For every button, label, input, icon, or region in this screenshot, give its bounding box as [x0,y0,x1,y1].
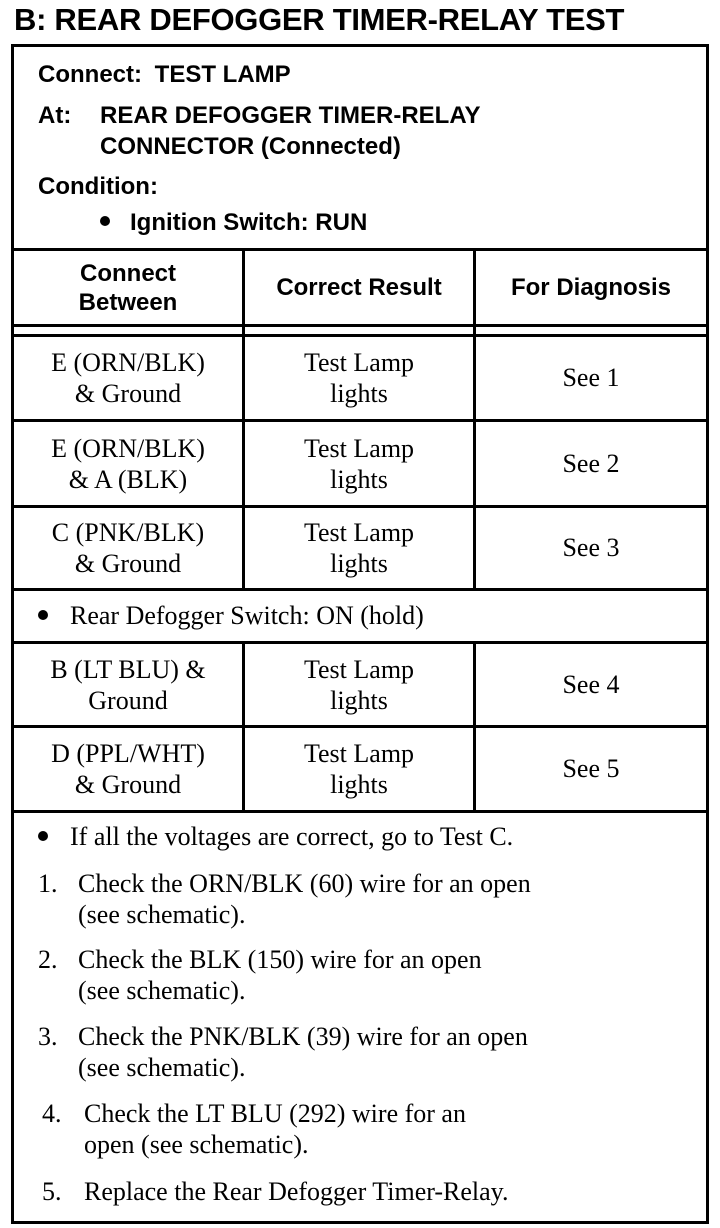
table-row-4-result [245,644,473,725]
bullet-icon [100,216,110,226]
note-2-num: 2. [38,945,58,974]
cell-text: See 2 [562,448,620,478]
cell-text: & Ground [74,549,182,578]
header-text: Between [78,288,178,316]
header-text: Correct Result [276,273,442,301]
notes-bullet-text: If all the voltages are correct, go to Test C. [70,822,514,851]
table-row-3-between [14,508,242,588]
note-2-line2: (see schematic). [78,976,246,1005]
table-row-1-diagnosis [476,337,706,419]
notes-bullet [38,822,513,852]
cell-text: Test Lamp [303,739,415,768]
cell-text: C (PNK/BLK) [51,518,205,547]
note-2-line1: Check the BLK (150) wire for an open [78,945,482,974]
table-row-5-diagnosis [476,728,706,810]
table-row-2-between [14,422,242,505]
cell-text: See 5 [562,754,620,783]
note-4-line2: open (see schematic). [84,1130,309,1159]
cell-text: & Ground [74,379,182,408]
header-correct-result [245,251,473,324]
table-row-5-between [14,728,242,810]
table-row-4-between [14,644,242,725]
table-row-2-result [245,422,473,505]
cell-text: lights [330,770,388,799]
cell-text: E (ORN/BLK) [51,433,205,463]
note-5-line1: Replace the Rear Defogger Timer-Relay. [84,1177,509,1206]
note-1-num: 1. [38,869,58,898]
cell-text: Test Lamp [303,654,415,684]
cell-text: lights [330,685,388,715]
cell-text: lights [330,549,388,578]
condition-2-text: Rear Defogger Switch: ON (hold) [70,601,424,630]
note-3-line1: Check the PNK/BLK (39) wire for an open [78,1022,528,1051]
note-3-num: 3. [38,1022,58,1051]
at-label: At: [38,102,72,129]
cell-text: Ground [88,685,168,715]
table-row-3-diagnosis [476,508,706,588]
cell-text: E (ORN/BLK) [51,348,205,377]
row-divider [14,810,706,813]
table-row-3-result [245,508,473,588]
note-1-line1: Check the ORN/BLK (60) wire for an open [78,869,531,898]
test-procedure-box [11,44,709,1224]
cell-text: See 1 [562,363,620,392]
at-value-line2: CONNECTOR (Connected) [100,133,401,160]
header-connect-between [14,251,242,324]
table-row-1-between [14,337,242,419]
cell-text: See 4 [562,669,620,699]
note-1-line2: (see schematic). [78,900,246,929]
cell-text: lights [330,464,388,494]
bullet-icon [38,831,48,841]
cell-text: B (LT BLU) & [50,654,206,684]
table-row-1-result [245,337,473,419]
table-row-2-diagnosis [476,422,706,505]
connect-label: Connect: [38,61,142,88]
condition-item-text: Ignition Switch: RUN [130,209,368,236]
table-row-4-diagnosis [476,644,706,725]
cell-text: lights [330,379,388,408]
note-4-num: 4. [42,1099,62,1128]
header-for-diagnosis [476,251,706,324]
note-4-line1: Check the LT BLU (292) wire for an [84,1099,466,1128]
header-text: Connect [80,259,176,287]
cell-text: Test Lamp [303,348,415,377]
condition-item [100,209,367,237]
cell-text: & Ground [74,770,182,799]
table-row-5-result [245,728,473,810]
header-divider-top [14,324,706,327]
cell-text: & A (BLK) [68,464,188,494]
connect-value: TEST LAMP [154,61,291,88]
note-5-num: 5. [42,1177,62,1206]
cell-text: Test Lamp [303,518,415,547]
cell-text: See 3 [562,533,620,562]
note-3-line2: (see schematic). [78,1053,246,1082]
cell-text: D (PPL/WHT) [51,739,205,768]
page-title: B: REAR DEFOGGER TIMER-RELAY TEST [14,2,625,37]
bullet-icon [38,610,48,620]
connect-row [38,61,291,89]
row-divider [14,588,706,591]
at-value-line1: REAR DEFOGGER TIMER-RELAY [100,102,481,129]
condition-label: Condition: [38,173,158,200]
header-text: For Diagnosis [510,273,672,301]
cell-text: Test Lamp [303,433,415,463]
condition-2 [38,601,424,631]
